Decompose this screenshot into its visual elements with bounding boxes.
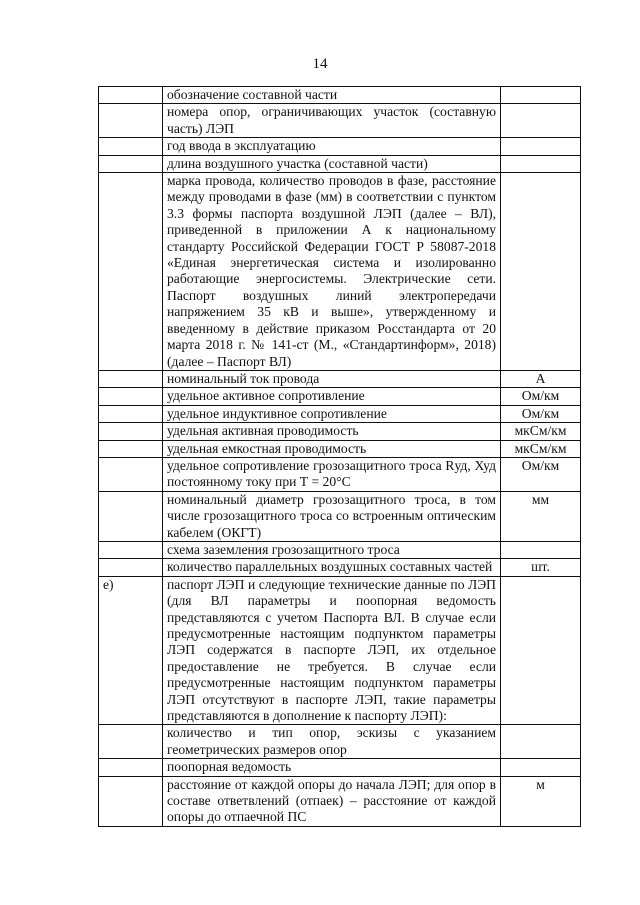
row-unit <box>501 541 581 558</box>
table-row <box>99 559 581 576</box>
row-text: поопорная ведомость <box>163 759 501 776</box>
table-row <box>99 405 581 422</box>
row-unit: Ом/км <box>501 388 581 405</box>
row-label <box>99 440 163 457</box>
row-unit <box>501 87 581 104</box>
table-row <box>99 457 581 491</box>
row-label <box>99 155 163 172</box>
row-label <box>99 173 163 371</box>
row-label <box>99 423 163 440</box>
row-label <box>99 87 163 104</box>
row-label <box>99 370 163 387</box>
row-text: номинальный диаметр грозозащитного троса, в том числе грозозащитного троса со встроенным оптическим кабелем (ОКГТ) <box>163 491 501 541</box>
row-label <box>99 725 163 759</box>
row-text: номинальный ток провода <box>163 370 501 387</box>
row-text: схема заземления грозозащитного троса <box>163 541 501 558</box>
table-row <box>99 440 581 457</box>
row-text: удельное активное сопротивление <box>163 388 501 405</box>
row-text: обозначение составной части <box>163 87 501 104</box>
row-unit <box>501 759 581 776</box>
row-label <box>99 491 163 541</box>
row-unit <box>501 138 581 155</box>
table-row <box>99 541 581 558</box>
row-text: год ввода в эксплуатацию <box>163 138 501 155</box>
table-row <box>99 370 581 387</box>
row-text: удельное индуктивное сопротивление <box>163 405 501 422</box>
row-text: длина воздушного участка (составной части) <box>163 155 501 172</box>
row-label <box>99 776 163 826</box>
table-row <box>99 725 581 759</box>
table-row <box>99 776 581 826</box>
row-unit <box>501 725 581 759</box>
row-text: удельная активная проводимость <box>163 423 501 440</box>
row-text: количество и тип опор, эскизы с указанием геометрических размеров опор <box>163 725 501 759</box>
row-text: паспорт ЛЭП и следующие технические данные по ЛЭП (для ВЛ параметры и поопорная ведомость представляются с учетом Паспорта ВЛ. В случае если предусмотренные настоящим подпунктом параметры ЛЭП содержатся в паспорте ЛЭП, их отдельное предоставление не требуется. В случае если предусмотренные настоящим подпунктом параметры ЛЭП отсутствуют в паспорте ЛЭП, такие параметры представляются в дополнение к паспорту ЛЭП): <box>163 576 501 725</box>
table-row <box>99 173 581 371</box>
row-unit: мкСм/км <box>501 423 581 440</box>
row-unit: мм <box>501 491 581 541</box>
table-row <box>99 104 581 138</box>
row-label <box>99 457 163 491</box>
row-label <box>99 138 163 155</box>
table-row <box>99 138 581 155</box>
row-unit: Ом/км <box>501 405 581 422</box>
table-row <box>99 388 581 405</box>
table-row <box>99 759 581 776</box>
row-unit: м <box>501 776 581 826</box>
row-text: номера опор, ограничивающих участок (составную часть) ЛЭП <box>163 104 501 138</box>
row-label: е) <box>99 576 163 725</box>
table-row <box>99 87 581 104</box>
row-text: марка провода, количество проводов в фазе, расстояние между проводами в фазе (мм) в соответствии с пунктом 3.3 формы паспорта воздушной ЛЭП (далее – ВЛ), приведенной в приложении А к национальному стандарту Российской Федерации ГОСТ Р 58087-2018 «Единая энергетическая система и изолированно работающие энергосистемы. Электрические сети. Паспорт воздушных линий электропередачи напряжением 35 кВ и выше», утвержденному и введенному в действие приказом Росстандарта от 20 марта 2018 г. № 141-ст (М., «Стандартинформ», 2018) (далее – Паспорт ВЛ) <box>163 173 501 371</box>
row-unit: Ом/км <box>501 457 581 491</box>
row-unit: шт. <box>501 559 581 576</box>
table-row <box>99 423 581 440</box>
row-label <box>99 541 163 558</box>
row-label <box>99 759 163 776</box>
row-label <box>99 559 163 576</box>
row-text: расстояние от каждой опоры до начала ЛЭП; для опор в составе ответвлений (отпаек) – расстояние от каждой опоры до отпаечной ПС <box>163 776 501 826</box>
row-label <box>99 388 163 405</box>
row-text: количество параллельных воздушных составных частей <box>163 559 501 576</box>
row-unit <box>501 576 581 725</box>
table-row <box>99 155 581 172</box>
row-unit <box>501 173 581 371</box>
parameters-table <box>98 86 581 827</box>
row-unit: мкСм/км <box>501 440 581 457</box>
row-unit: А <box>501 370 581 387</box>
page-number: 14 <box>312 56 328 72</box>
row-label <box>99 104 163 138</box>
row-text: удельная емкостная проводимость <box>163 440 501 457</box>
table-row <box>99 576 581 725</box>
row-text: удельное сопротивление грозозащитного троса Rуд, Худ постоянному току при Т = 20°С <box>163 457 501 491</box>
table-row <box>99 491 581 541</box>
row-unit <box>501 104 581 138</box>
row-label <box>99 405 163 422</box>
row-unit <box>501 155 581 172</box>
